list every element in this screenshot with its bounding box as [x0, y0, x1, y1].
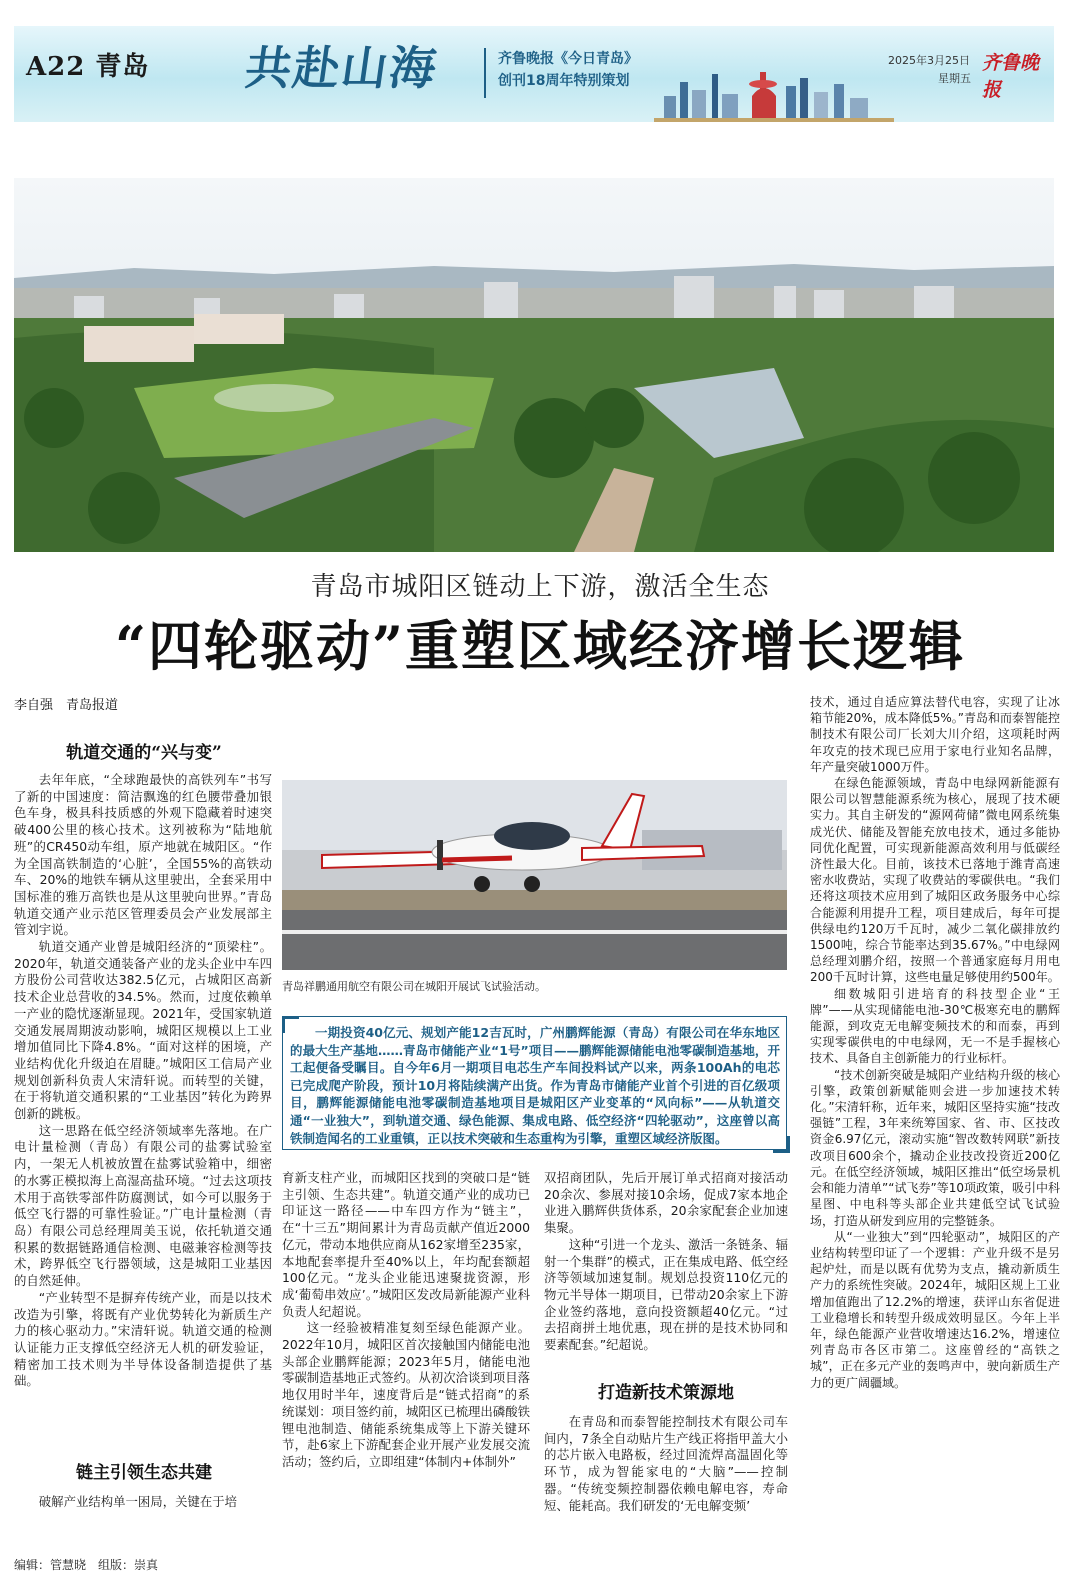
issue-weekday: 星期五: [938, 72, 971, 85]
article-column-3: [544, 1170, 788, 1354]
city-skyline-illustration: [654, 66, 894, 122]
paragraph: 从“一业独大”到“四轮驱动”，城阳区的产业结构转型印证了一个逻辑：产业升级不是另起炉灶，而是以既有优势为支点，撬动新质生产力的系统性突破。2024年，城阳区规上工业增加值跑出了12.2%的增速，获评山东省促进工业稳增长和转型升级成效明显区。今年上半年，绿色能源产业营收增速达16.2%，增速位列青岛市各区市第二。这座曾经的“高铁之城”，正在多元产业的轰鸣声中，驶向新质生产力的更广阔疆域。: [810, 1229, 1060, 1390]
photo-caption: 青岛祥鹏通用航空有限公司在城阳开展试飞试验活动。: [282, 980, 546, 993]
paragraph: 轨道交通产业曾是城阳经济的“顶梁柱”。2020年，轨道交通装备产业的龙头企业中车四方股份公司营收达382.5亿元，占城阳区高新技术企业总营收的34.5%。然而，过度依赖单一产业的隐忧逐渐显现。2021年，受国家轨道交通发展周期波动影响，城阳区规模以上工业增加值同比下降4.8%。“面对这样的困境，产业结构优化升级迫在眉睫。”城阳区工信局产业规划创新科负责人宋清轩说。而转型的关键，在于将轨道交通积累的“工业基因”转化为跨界创新的跳板。: [14, 939, 272, 1122]
page-number: A22 青岛: [26, 52, 150, 82]
editor-credits: 编辑：管慧晓 组版：崇真: [14, 1558, 159, 1572]
banner-divider: [484, 48, 486, 98]
paragraph: 去年年底，“全球跑最快的高铁列车”书写了新的中国速度：简洁飘逸的红色腰带叠加银色车身，极具科技质感的外观下隐藏着时速突破400公里的核心技术。这列被称为“陆地航班”的CR450动车组，原产地就在城阳区。“作为全国高铁制造的‘心脏’，全国55%的高铁动车、20%的地铁车辆从这里驶出，全套采用中国标准的雅万高铁也是从这里驶向世界。”青岛轨道交通产业示范区管理委员会产业发展部主管刘宇说。: [14, 772, 272, 938]
article-column-1-tail: [14, 1494, 272, 1511]
paragraph: “技术创新突破是城阳产业结构升级的核心引擎，政策创新赋能则会进一步加速技术转化。”宋清轩称，近年来，城阳区坚持实施“技改强链”工程，3年来统筹国家、省、市、区技改资金6.97亿元，滚动实施“智改数转网联”新技改项目600余个，撬动企业技改投资近200亿元。在低空经济领域，城阳区推出“低空场景机会和能力清单”“试飞券”等10项政策，吸引中科星图、中电科等头部企业共建低空试飞试验场，打造从研发到应用的完整链条。: [810, 1067, 1060, 1228]
column-title: 共赴山海: [241, 41, 442, 95]
newspaper-logo: 齐鲁晚报: [982, 52, 1040, 101]
section-heading-chain: 链主引领生态共建: [76, 1463, 212, 1483]
page-banner: [14, 26, 1054, 122]
paragraph: 破解产业结构单一困局，关键在于培: [38, 1494, 238, 1509]
article-column-4: [810, 694, 1060, 1391]
paragraph: 这一思路在低空经济领域率先落地。在广电计量检测（青岛）有限公司的盐雾试验室内，一架无人机被放置在盐雾试验箱中，细密的水雾正模拟海上高湿高盐环境。“过去这项技术用于高铁零部件防腐测试，如今可以服务于低空飞行器的可靠性验证。”广电计量检测（青岛）有限公司总经理周美玉说，依托轨道交通积累的数据链路通信检测、电磁兼容检测等技术，跨界低空飞行器领域，这是城阳工业基因的自然延伸。: [14, 1122, 272, 1289]
paragraph: 技术，通过自适应算法替代电容，实现了让冰箱节能20%，成本降低5%。”青岛和而泰智能控制技术有限公司厂长刘大川介绍，这项耗时两年攻克的技术现已应用于家电行业知名品牌，年产量突破1000万件。: [810, 695, 1060, 774]
paragraph: 这一经验被精准复刻至绿色能源产业。2022年10月，城阳区首次接触国内储能电池头部企业鹏辉能源；2023年5月，储能电池零碳制造基地正式签约。从初次洽谈到项目落地仅用时半年，速度背后是“链式招商”的系统谋划：项目签约前，城阳区已梳理出磷酸铁锂电池制造、储能系统集成等上下游关键环节，赴6家上下游配套企业开展产业发展交流活动；签约后，立即组建“体制内+体制外”: [282, 1320, 530, 1469]
banner-strap-line2: 创刊18周年特别策划: [498, 73, 630, 89]
banner-strap-line1: 齐鲁晚报《今日青岛》: [498, 51, 638, 67]
issue-date: 2025年3月25日: [888, 54, 970, 67]
hero-photo-aerial-city: [14, 178, 1054, 552]
section-heading-rail: 轨道交通的“兴与变”: [66, 743, 222, 763]
paragraph: “产业转型不是摒弃传统产业，而是以技术改造为引擎，将既有产业优势转化为新质生产力的核心驱动力。”宋清轩说。轨道交通的检测认证能力正支撑低空经济无人机的研发验证，精密加工技术则为半导体设备制造提供了基础。: [14, 1289, 272, 1389]
callout-summary: 一期投资40亿元、规划产能12吉瓦时，广州鹏辉能源（青岛）有限公司在华东地区的最大生产基地……青岛市储能产业“1号”项目——鹏辉能源储能电池零碳制造基地，开工起便备受瞩目。自今年6月一期项目电芯生产车间投料试产以来，两条100Ah的电芯已完成爬产阶段，预计10月将陆续满产出货。作为青岛市储能产业首个引进的百亿级项目，鹏辉能源储能电池零碳制造基地项目是城阳区产业变革的“风向标”——从轨道交通“一业独大”，到轨道交通、绿色能源、集成电路、低空经济“四轮驱动”，这座曾以高铁制造闻名的工业重镇，正以技术突破和生态重构为引擎，重塑区域经济版图。: [290, 1025, 780, 1146]
article-column-2: [282, 1170, 530, 1471]
article-column-1: [14, 772, 272, 1390]
section-heading-tech: 打造新技术策源地: [598, 1383, 734, 1403]
byline: 李自强 青岛报道: [14, 698, 119, 713]
paragraph: 这种“引进一个龙头、激活一条链条、辐射一个集群”的模式，正在集成电路、低空经济等领域加速复制。规划总投资110亿元的物元半导体一期项目，已带动20余家上下游企业签约落地，意向投资额超40亿元。“过去招商拼土地优惠，现在拼的是技术协同和要素配套。”纪超说。: [544, 1236, 788, 1353]
paragraph: 细数城阳引进培育的科技型企业“王牌”——从实现储能电池-30℃极寒充电的鹏辉能源，到攻克无电解变频技术的和而泰，再到实现零碳供电的中电绿网，无一不是手握核心技术、具备自主创新能力的行业标杆。: [810, 986, 1060, 1066]
headline-kicker: 青岛市城阳区链动上下游，激活全生态: [310, 572, 770, 602]
photo-test-flight-aircraft: [282, 780, 787, 970]
paragraph: 在绿色能源领域，青岛中电绿网新能源有限公司以智慧能源系统为核心，展现了技术硬实力。其自主研发的“源网荷储”微电网系统集成光伏、储能及智能充放电技术，通过多能协同优化配置，可实现新能源高效利用与低碳经济性最大化。目前，该技术已落地于潍青高速密水收费站，实现了收费站的零碳供电。“我们还将这项技术应用到了城阳区政务服务中心综合能源利用提升工程，项目建成后，每年可提供绿电约120万千瓦时，减少二氧化碳排放约1500吨，综合节能率达到35.67%。”中电绿网总经理刘鹏介绍，按照一个普通家庭每月用电200千瓦时计算，这些电量足够使用约500年。: [810, 776, 1060, 985]
paragraph: 在青岛和而泰智能控制技术有限公司车间内，7条全自动贴片生产线正将指甲盖大小的芯片嵌入电路板，经过回流焊高温固化等环节，成为智能家电的“大脑”——控制器。“传统变频控制器依赖电解电容，寿命短、能耗高。我们研发的‘无电解变频’: [544, 1414, 788, 1513]
main-headline: “四轮驱动”重塑区域经济增长逻辑: [114, 614, 966, 678]
article-column-3-tail: [544, 1414, 788, 1514]
paragraph: 双招商团队，先后开展订单式招商对接活动20余次、参展对接10余场，促成7家本地企业进入鹏辉供货体系，20余家配套企业加速集聚。: [544, 1170, 788, 1236]
paragraph: 育新支柱产业，而城阳区找到的突破口是“链主引领、生态共建”。轨道交通产业的成功已印证这一路径——中车四方作为“链主”，在“十三五”期间累计为青岛贡献产值近2000亿元，带动本地供应商从162家增至235家，本地配套率提升至40%以上，年均配套额超100亿元。“龙头企业能迅速聚拢资源，形成‘葡萄串效应’。”城阳区发改局新能源产业科负责人纪超说。: [282, 1170, 530, 1319]
